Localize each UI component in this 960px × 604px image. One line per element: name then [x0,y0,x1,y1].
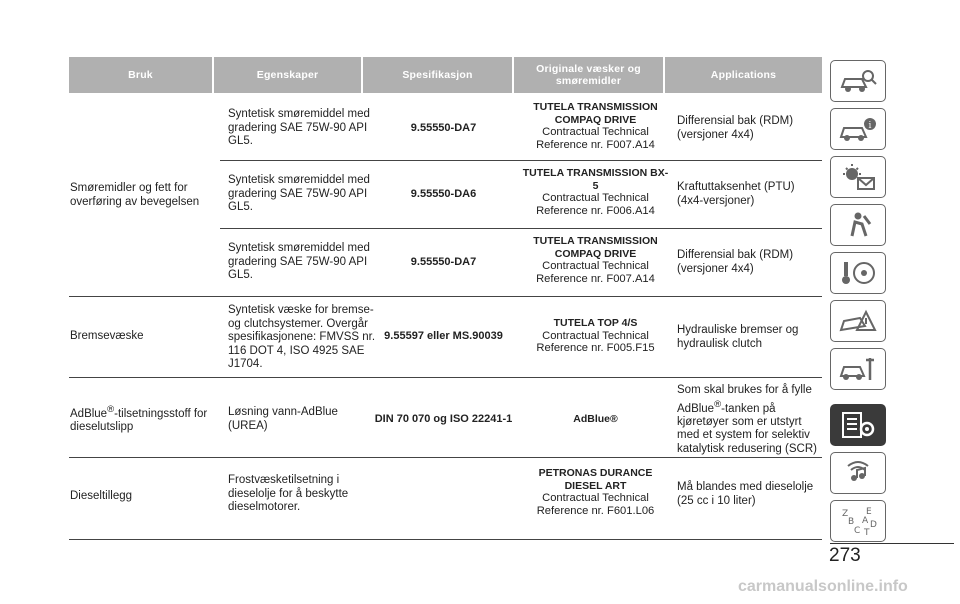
row1a-application: Differensial bak (RDM) (versjoner 4x4) [677,115,794,141]
row2-properties: Syntetisk væske for bremse- og clutchsystemer. Overgår spesifikasjonene: FMVSS nr. 116 DOT 4, ISO 4925 SAE J1704. [228,304,376,370]
row2-use: Bremsevæske [70,330,144,342]
technical-data-icon[interactable] [830,404,886,446]
row1a-original [521,101,670,151]
watermark: carmanualsonline.info [738,578,908,595]
row4-properties: Frostvæsketilsetning i dieselolje for å beskytte dieselmotorer. [228,474,349,513]
row1b-application: Kraftuttaksenhet (PTU) (4x4-versjoner) [677,181,795,207]
index-letter: A [862,516,869,526]
multimedia-icon[interactable] [830,452,886,494]
row3-orig-name: AdBlue® [573,413,618,425]
car-info-icon[interactable] [830,108,886,150]
row3-app-sup: ® [714,398,722,410]
row1c-properties: Syntetisk smøremiddel med gradering SAE 75W-90 API GL5. [228,242,370,281]
row4-use: Dieseltillegg [70,490,133,502]
row2-orig-ref: Contractual Technical Reference nr. F005.F15 [536,329,655,354]
index-icon[interactable] [830,500,886,542]
header-original-fluids: Originale væsker og smøremidler [514,57,663,93]
index-letter: C [854,526,861,536]
divider [69,377,822,378]
airbag-safety-icon[interactable] [830,204,886,246]
steering-key-icon[interactable] [830,252,886,294]
table-header [69,57,822,93]
header-use: Bruk [69,57,212,93]
row1b-orig-ref: Contractual Technical Reference nr. F006.A14 [536,192,655,217]
row4-original [521,467,670,517]
row4-application: Må blandes med dieselolje (25 cc i 10 liter) [677,481,814,507]
divider [220,160,822,161]
car-emergency-icon[interactable] [830,300,886,342]
row1c-spec: 9.55550-DA7 [410,256,477,268]
row1c-original [521,235,670,285]
row3-properties: Løsning vann-AdBlue (UREA) [228,406,338,432]
row2-original [521,317,670,355]
header-specification: Spesifikasjon [363,57,512,93]
row1a-spec: 9.55550-DA7 [410,122,477,134]
divider [220,228,822,229]
row1b-orig-name: TUTELA TRANSMISSION BX-5 [522,167,669,192]
row1b-properties: Syntetisk smøremiddel med gradering SAE 75W-90 API GL5. [228,174,370,213]
row3-application [677,384,822,456]
row3-app-pre: Som skal brukes for å fylle AdBlue [677,384,812,415]
index-letter: T [864,528,870,537]
index-letter: E [866,507,872,517]
header-applications: Applications [665,57,822,93]
row2-spec: 9.55597 eller MS.90039 [384,330,503,342]
warning-lights-icon[interactable] [830,156,886,198]
row1a-orig-name: TUTELA TRANSMISSION COMPAQ DRIVE [533,101,658,126]
row4-orig-name: PETRONAS DURANCE DIESEL ART [538,467,653,492]
row1c-application: Differensial bak (RDM) (versjoner 4x4) [677,249,794,275]
row1-use: Smøremidler og fett for overføring av bevegelsen [70,182,200,208]
row2-orig-name: TUTELA TOP 4/S [553,317,638,329]
car-maintenance-icon[interactable] [830,348,886,390]
header-properties: Egenskaper [214,57,361,93]
row1b-original [521,167,670,217]
divider [69,457,822,458]
row1a-properties: Syntetisk smøremiddel med gradering SAE 75W-90 API GL5. [228,108,370,147]
index-letter: B [848,517,855,527]
row3-use-pre: AdBlue [70,407,108,420]
row1b-spec: 9.55550-DA6 [410,188,477,200]
row3-use [70,403,215,435]
car-search-icon[interactable] [830,60,886,102]
row3-use-sup: ® [107,404,115,415]
divider [69,539,822,540]
divider [69,296,822,297]
row3-original [521,413,670,426]
svg-text:i: i [868,121,872,131]
row1c-orig-name: TUTELA TRANSMISSION COMPAQ DRIVE [533,235,658,260]
row3-spec: DIN 70 070 og ISO 22241-1 [374,413,513,425]
row2-application: Hydrauliske bremser og hydraulisk clutch [677,324,799,350]
row1a-orig-ref: Contractual Technical Reference nr. F007.A14 [536,126,655,151]
row3-use-post: -tilsetningsstoff for dieselutslipp [70,407,208,434]
index-letter: D [870,520,877,530]
row3-app-post: -tanken på kjøretøyer som er utstyrt med et system for selektiv katalytisk redusering (SCR) [677,402,817,455]
row1c-orig-ref: Contractual Technical Reference nr. F007.A14 [536,260,655,285]
row4-orig-ref: Contractual Technical Reference nr. F601.L06 [536,492,655,517]
page-number: 273 [829,545,861,566]
index-letter: Z [842,509,849,519]
page-number-rule [830,543,954,544]
